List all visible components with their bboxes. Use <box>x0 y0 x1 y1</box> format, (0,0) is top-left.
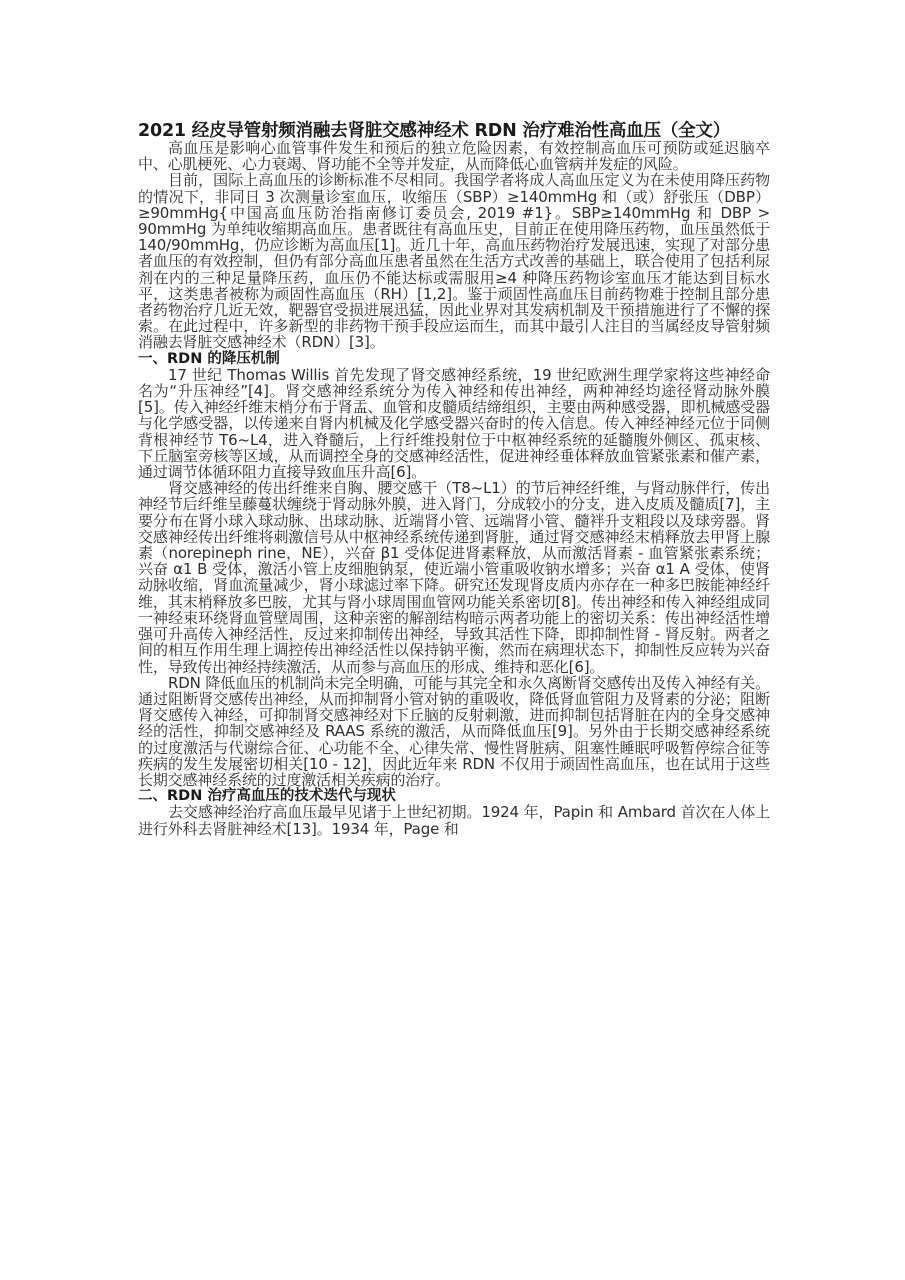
section-heading-technology: 二、RDN 治疗高血压的技术迭代与现状 <box>138 788 396 805</box>
section-heading-mechanism: 一、RDN 的降压机制 <box>138 350 280 367</box>
technology-paragraph-1: 去交感神经治疗高血压最早见诸于上世纪初期。1924 年，Papin 和 Ambard 首次在人体上进行外科去肾脏神经术[13]。1934 年，Page 和 <box>138 803 770 838</box>
mechanism-paragraph-1: 17 世纪 Thomas Willis 首先发现了肾交感神经系统，19 世纪欧洲生理学家将这些神经命名为“升压神经”[4]。肾交感神经系统分为传入神经和传出神经，两种神经均途径肾动脉外膜[5]。传入神经纤维末梢分布于肾盂、血管和皮髓质结缔组织，主要由两种感受器，即机械感受器与化学感受器，以传递来自肾内机械及化学感受器兴奋时的传入信息。传入神经神经元位于同侧背根神经节 T6~L4，进入脊髓后，上行纤维投射位于中枢神经系统的延髓腹外侧区、孤束核、下丘脑室旁核等区域，从而调控全身的交感神经活性，促进神经垂体释放血管紧张素和催产素，通过调节体循环阻力直接导致血压升高[6]。 <box>138 365 770 482</box>
document-title: 2021 经皮导管射频消融去肾脏交感神经术 RDN 治疗难治性高血压（全文） <box>138 121 731 141</box>
intro-paragraph-2: 目前，国际上高血压的诊断标准不尽相同。我国学者将成人高血压定义为在未使用降压药物的情况下，非同日 3 次测量诊室血压，收缩压（SBP）≥140mmHg 和（或）舒张压（DBP）≥90mmHg{中国高血压防治指南修订委员会, 2019 #1}。SBP≥140mmHg 和 DBP > 90mmHg 为单纯收缩期高血压。患者既往有高血压史，目前正在使用降压药物，血压虽然低于 140/90mmHg，仍应诊断为高血压[1]。近几十年，高血压药物治疗发展迅速，实现了对部分患者血压的有效控制，但仍有部分高血压患者虽然在生活方式改善的基础上，联合使用了包括利尿剂在内的三种足量降压药，血压仍不能达标或需服用≥4 种降压药物诊室血压才能达到目标水平，这类患者被称为顽固性高血压（RH）[1,2]。鉴于顽固性高血压目前药物难于控制且部分患者药物治疗几近无效，靶器官受损进展迅猛，因此业界对其发病机制及干预措施进行了不懈的探索。在此过程中，许多新型的非药物干预手段应运而生，而其中最引人注目的当属经皮导管射频消融去肾脏交感神经术（RDN）[3]。 <box>138 171 770 352</box>
intro-paragraph-1: 高血压是影响心血管事件发生和预后的独立危险因素，有效控制高血压可预防或延迟脑卒中、心肌梗死、心力衰竭、肾功能不全等并发症，从而降低心血管病并发症的风险。 <box>138 139 770 174</box>
document-page <box>138 122 770 837</box>
mechanism-paragraph-2: 肾交感神经的传出纤维来自胸、腰交感干（T8~L1）的节后神经纤维，与肾动脉伴行，传出神经节后纤维呈藤蔓状缠绕于肾动脉外膜，进入肾门，分成较小的分支，进入皮质及髓质[7]，主要分布在肾小球入球动脉、出球动脉、近端肾小管、远端肾小管、髓袢升支粗段以及球旁器。肾交感神经传出纤维将刺激信号从中枢神经系统传递到肾脏，通过肾交感神经末梢释放去甲肾上腺素（norepineph rine，NE），兴奋 β1 受体促进肾素释放，从而激活肾素 - 血管紧张素系统；兴奋 α1 B 受体，激活小管上皮细胞钠泵，使近端小管重吸收钠水增多；兴奋 α1 A 受体，使肾动脉收缩，肾血流量减少，肾小球滤过率下降。研究还发现肾皮质内亦存在一种多巴胺能神经纤维，其末梢释放多巴胺，尤其与肾小球周围血管网功能关系密切[8]。传出神经和传入神经组成同一神经束环绕肾血管壁周围，这种亲密的解剖结构暗示两者功能上的密切关系：传出神经活性增强可升高传入神经活性，反过来抑制传出神经，导致其活性下降，即抑制性肾 - 肾反射。两者之间的相互作用生理上调控传出神经活性以保持钠平衡，然而在病理状态下，抑制性反应转为兴奋性，导致传出神经持续激活，从而参与高血压的形成、维持和恶化[6]。 <box>138 479 770 676</box>
mechanism-paragraph-3: RDN 降低血压的机制尚未完全明确，可能与其完全和永久离断肾交感传出及传入神经有关。通过阻断肾交感传出神经，从而抑制肾小管对钠的重吸收，降低肾血管阻力及肾素的分泌；阻断肾交感传入神经，可抑制肾交感神经对下丘脑的反射刺激，进而抑制包括肾脏在内的全身交感神经的活性，抑制交感神经及 RAAS 系统的激活，从而降低血压[9]。另外由于长期交感神经系统的过度激活与代谢综合征、心功能不全、心律失常、慢性肾脏病、阻塞性睡眠呼吸暂停综合征等疾病的发生发展密切相关[10 - 12]，因此近年来 RDN 不仅用于顽固性高血压，也在试用于这些长期交感神经系统的过度激活相关疾病的治疗。 <box>138 673 770 789</box>
